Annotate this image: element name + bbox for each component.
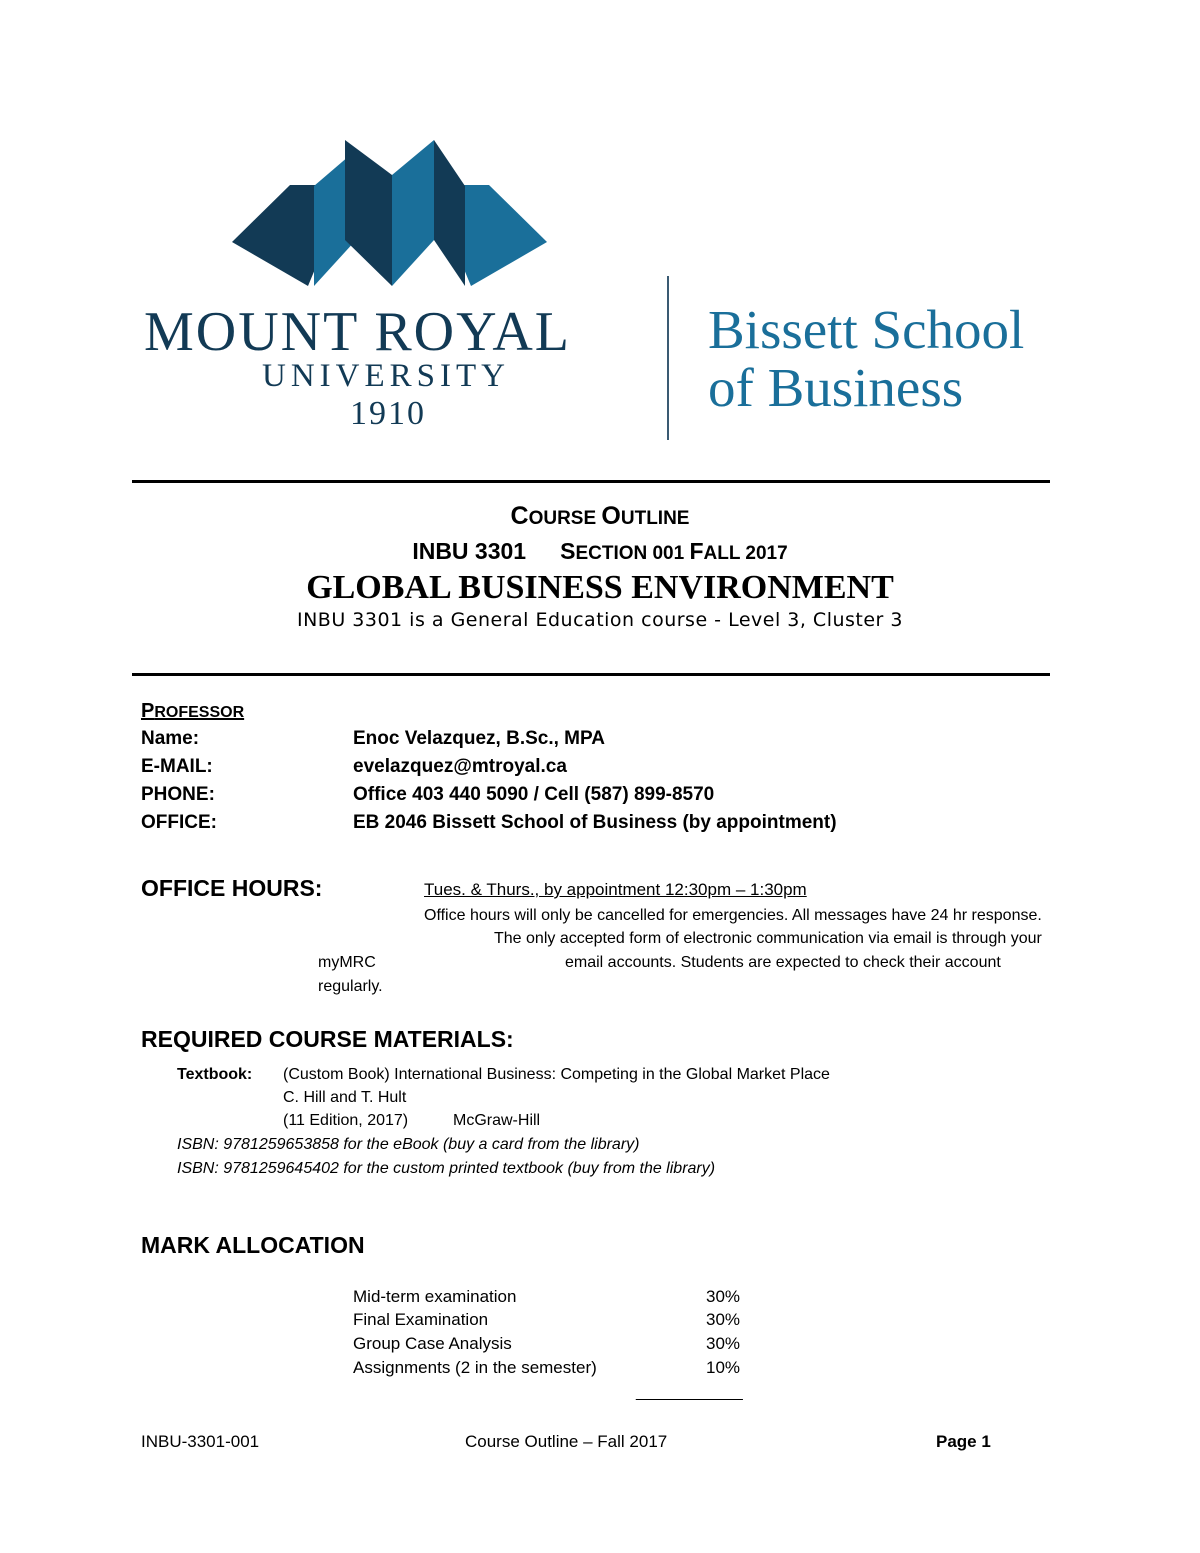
mark-item-value: 30%	[706, 1334, 741, 1353]
mark-item-label: Final Examination	[353, 1310, 489, 1329]
professor-email-value: evelazquez@mtroyal.ca	[353, 756, 567, 777]
bottom-divider-rule	[132, 673, 1050, 676]
course-outline-heading	[0, 502, 1200, 531]
required-materials-heading: REQUIRED COURSE MATERIALS:	[141, 1026, 514, 1052]
school-name-line-1: Bissett School	[708, 299, 1025, 360]
school-name-line-2: of Business	[708, 357, 964, 418]
professor-name-value: Enoc Velazquez, B.Sc., MPA	[353, 728, 605, 749]
mark-total-rule: ____________	[636, 1384, 743, 1401]
professor-phone-label: PHONE:	[141, 784, 215, 805]
textbook-label: Textbook:	[177, 1066, 253, 1083]
textbook-publisher: McGraw-Hill	[453, 1112, 541, 1129]
university-subtitle: UNIVERSITY	[262, 358, 510, 394]
isbn-printed: ISBN: 9781259645402 for the custom printed textbook (buy from the library)	[177, 1160, 716, 1177]
professor-phone-value: Office 403 440 5090 / Cell (587) 899-8570	[353, 784, 715, 805]
course-outline-cap1: C	[510, 502, 529, 530]
mark-item-value: 30%	[706, 1310, 741, 1329]
course-outline-cap2: O	[601, 502, 621, 530]
textbook-edition: (11 Edition, 2017)	[283, 1112, 409, 1129]
office-hours-note-4: regularly.	[318, 978, 383, 995]
office-hours-note-3a: myMRC	[318, 954, 376, 971]
office-hours-heading: OFFICE HOURS:	[141, 875, 323, 901]
mark-allocation-heading: MARK ALLOCATION	[141, 1232, 365, 1258]
professor-office-label: OFFICE:	[141, 812, 217, 833]
mark-item-value: 30%	[706, 1287, 741, 1306]
professor-office-value: EB 2046 Bissett School of Business (by appointment)	[353, 812, 837, 833]
mark-item-label: Mid-term examination	[353, 1287, 517, 1306]
mount-royal-logo-mark	[232, 140, 552, 290]
professor-name-label: Name:	[141, 728, 200, 749]
professor-heading-cap: P	[141, 700, 155, 722]
footer-title: Course Outline – Fall 2017	[465, 1432, 668, 1451]
section-cap: S	[560, 538, 576, 564]
mark-item-label: Assignments (2 in the semester)	[353, 1358, 597, 1377]
textbook-title: (Custom Book) International Business: Competing in the Global Market Place	[283, 1066, 830, 1083]
office-hours-schedule: Tues. & Thurs., by appointment 12:30pm – 1:30pm	[424, 880, 807, 899]
university-name: MOUNT ROYAL	[144, 301, 571, 363]
top-divider-rule	[132, 480, 1050, 483]
office-hours-note-3b: email accounts. Students are expected to check their account	[565, 954, 1001, 971]
fall-cap: F	[689, 538, 704, 564]
professor-email-label: E-MAIL:	[141, 756, 213, 777]
mark-item-label: Group Case Analysis	[353, 1334, 512, 1353]
professor-heading	[141, 700, 244, 723]
office-hours-note-1: Office hours will only be cancelled for emergencies. All messages have 24 hr response.	[424, 907, 1042, 924]
isbn-ebook: ISBN: 9781259653858 for the eBook (buy a card from the library)	[177, 1136, 640, 1153]
fall-rest: ALL 2017	[703, 543, 788, 564]
general-education-note: INBU 3301 is a General Education course - Level 3, Cluster 3	[296, 609, 903, 631]
section-rest: ECTION 001	[575, 543, 690, 564]
university-founding-year: 1910	[350, 395, 426, 432]
office-hours-note-2: The only accepted form of electronic communication via email is through your	[494, 930, 1042, 947]
professor-heading-rest: ROFESSOR	[154, 704, 245, 721]
course-code-line	[0, 538, 1200, 565]
footer-page-number: Page 1	[936, 1432, 991, 1451]
textbook-authors: C. Hill and T. Hult	[283, 1089, 407, 1106]
footer-course-code: INBU-3301-001	[141, 1432, 260, 1451]
course-outline-rest1: OURSE	[528, 508, 602, 529]
logo-divider	[667, 276, 669, 440]
mark-item-value: 10%	[706, 1358, 741, 1377]
course-title: GLOBAL BUSINESS ENVIRONMENT	[306, 569, 894, 606]
course-code: INBU 3301	[412, 538, 527, 564]
course-outline-rest2: UTLINE	[620, 508, 690, 529]
